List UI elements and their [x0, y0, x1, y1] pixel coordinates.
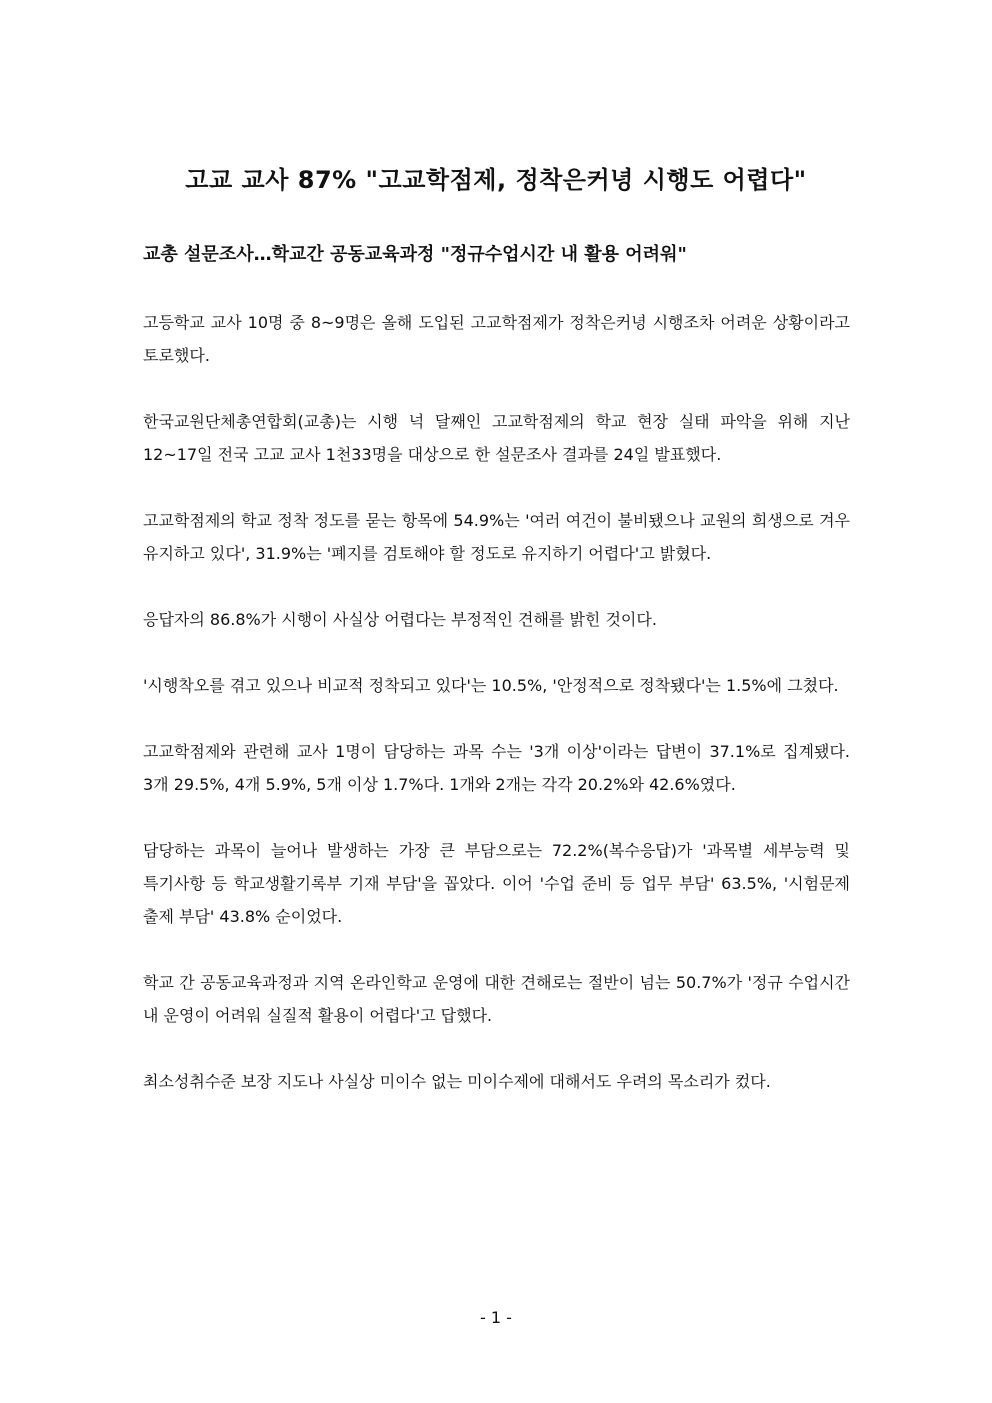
paragraph: 응답자의 86.8%가 시행이 사실상 어렵다는 부정적인 견해를 밝힌 것이다.: [143, 610, 657, 629]
paragraph: 최소성취수준 보장 지도나 사실상 미이수 없는 미이수제에 대해서도 우려의 목소리가 컸다.: [143, 1072, 771, 1091]
paragraph: 고등학교 교사 10명 중 8~9명은 올해 도입된 고교학점제가 정착은커녕 시행조차 어려운 상황이라고 토로했다.: [143, 313, 850, 365]
paragraph: 학교 간 공동교육과정과 지역 온라인학교 운영에 대한 견해로는 절반이 넘는 50.7%가 '정규 수업시간 내 운영이 어려워 실질적 활용이 어렵다'고 답했다.: [143, 973, 850, 1025]
article-subtitle: 교총 설문조사…학교간 공동교육과정 "정규수업시간 내 활용 어려워": [143, 244, 687, 265]
paragraph: 고교학점제와 관련해 교사 1명이 담당하는 과목 수는 '3개 이상'이라는 답변이 37.1%로 집계됐다. 3개 29.5%, 4개 5.9%, 5개 이상 1.7%다. 1개와 2개는 각각 20.2%와 42.6%였다.: [143, 742, 850, 794]
article-title: 고교 교사 87% "고교학점제, 정착은커녕 시행도 어렵다": [185, 166, 807, 194]
paragraph: '시행착오를 겪고 있으나 비교적 정착되고 있다'는 10.5%, '안정적으로 정착됐다'는 1.5%에 그쳤다.: [143, 676, 839, 695]
page-number: - 1 -: [480, 1308, 512, 1327]
paragraph: 고교학점제의 학교 정착 정도를 묻는 항목에 54.9%는 '여러 여건이 불비됐으나 교원의 희생으로 겨우 유지하고 있다', 31.9%는 '폐지를 검토해야 할 정도로 유지하기 어렵다'고 밝혔다.: [143, 511, 850, 563]
paragraph: 한국교원단체총연합회(교총)는 시행 넉 달째인 고교학점제의 학교 현장 실태 파악을 위해 지난 12~17일 전국 고교 교사 1천33명을 대상으로 한 설문조사 결과를 24일 발표했다.: [143, 412, 850, 464]
paragraph: 담당하는 과목이 늘어나 발생하는 가장 큰 부담으로는 72.2%(복수응답)가 '과목별 세부능력 및 특기사항 등 학교생활기록부 기재 부담'을 꼽았다. 이어 '수업 준비 등 업무 부담' 63.5%, '시험문제 출제 부담' 43.8% 순이었다.: [143, 841, 850, 926]
article-body: [143, 306, 850, 1131]
